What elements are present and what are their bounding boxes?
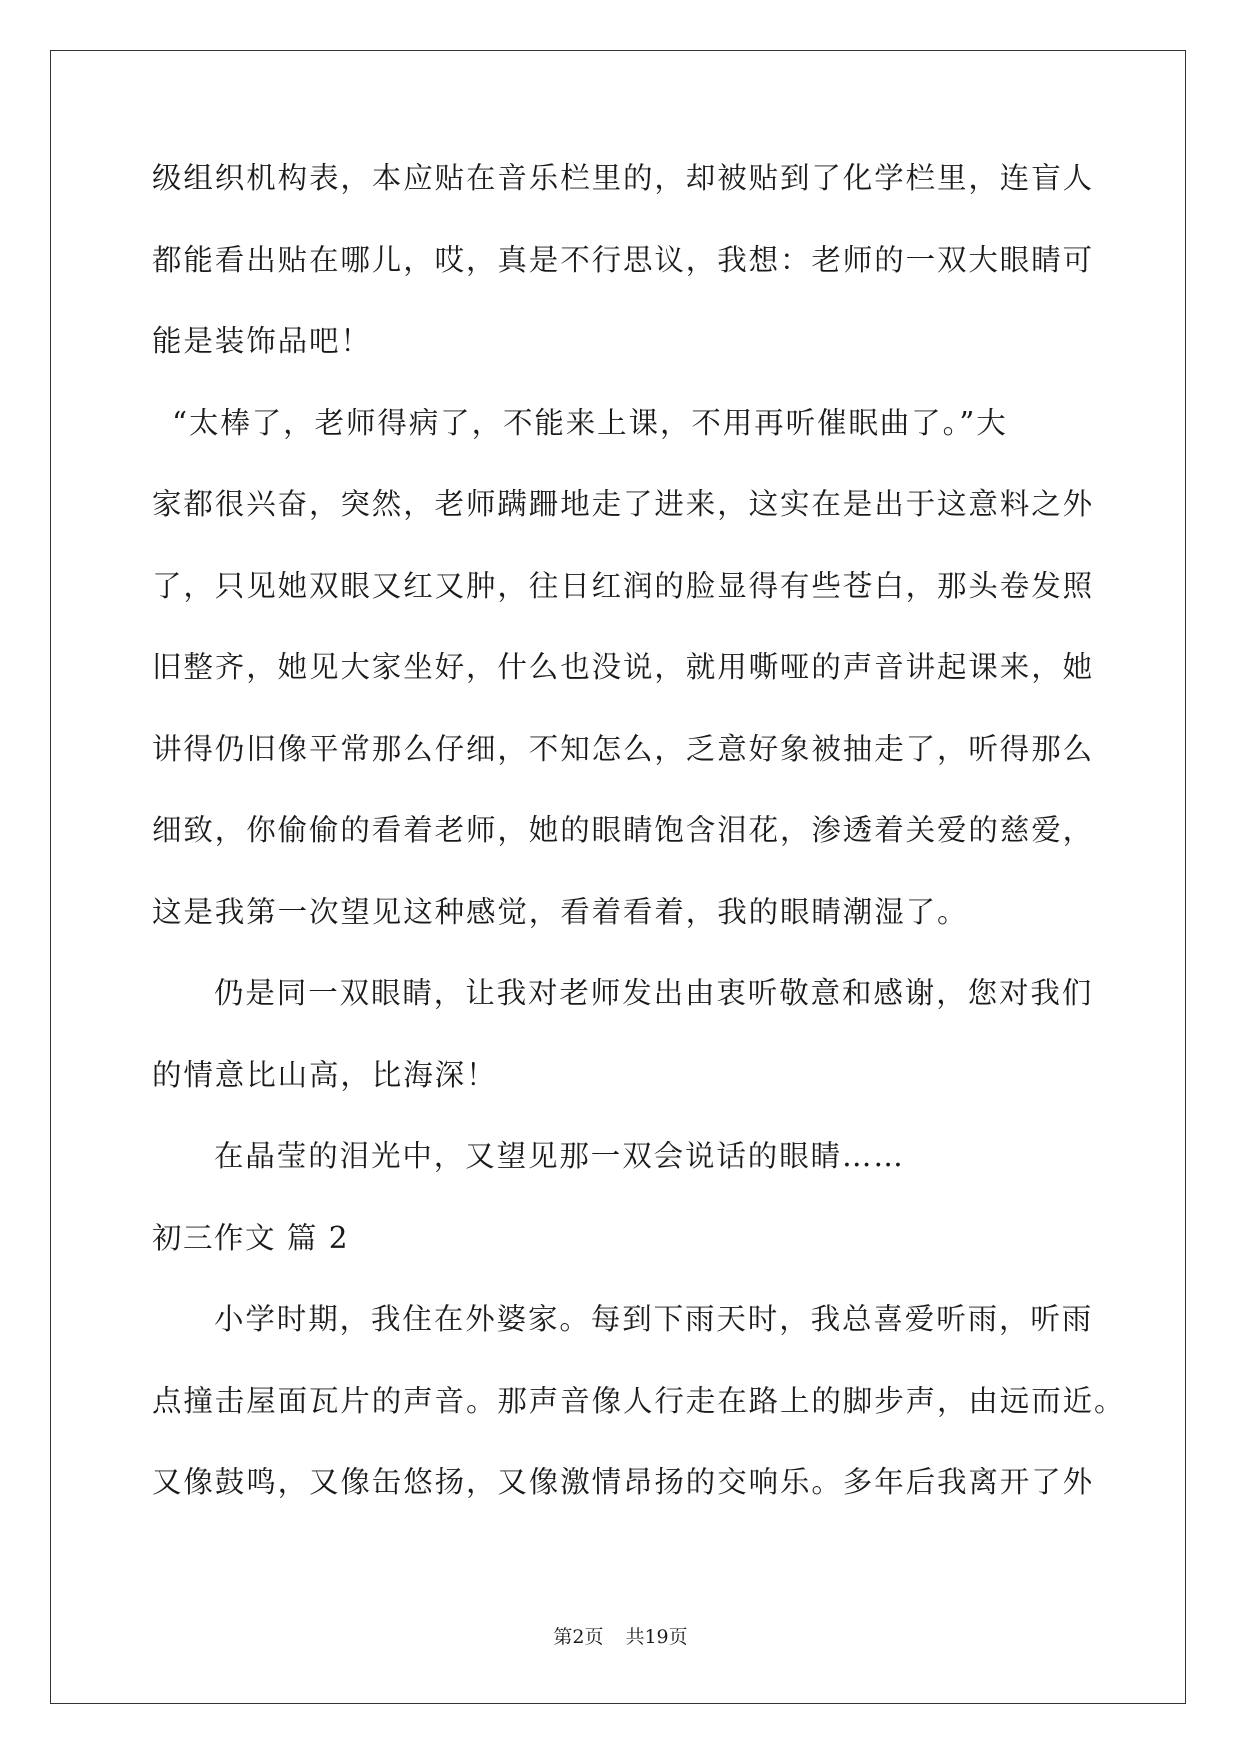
text-line: 讲得仍旧像平常那么仔细，不知怎么，乏意好象被抽走了，听得那么 xyxy=(152,731,1095,766)
text-line: 家都很兴奋，突然，老师蹒跚地走了进来，这实在是出于这意料之外 xyxy=(152,487,1095,521)
text-line: 仍是同一双眼睛，让我对老师发出由衷听敬意和感谢，您对我们 xyxy=(214,976,1094,1010)
page-number: 第2页 xyxy=(553,1626,604,1648)
text-line: 又像鼓鸣，又像缶悠扬，又像激情昂扬的交响乐。多年后我离开了外 xyxy=(152,1465,1095,1499)
text-line: 级组织机构表，本应贴在音乐栏里的，却被贴到了化学栏里，连盲人 xyxy=(152,161,1095,195)
section-heading: 初三作文 篇 2 xyxy=(152,1220,350,1255)
text-line: 这是我第一次望见这种感觉，看着看着，我的眼睛潮湿了。 xyxy=(152,894,969,929)
text-line: 了，只见她双眼又红又肿，往日红润的脸显得有些苍白，那头卷发照 xyxy=(152,568,1095,603)
text-line: 旧整齐，她见大家坐好，什么也没说，就用嘶哑的声音讲起课来，她 xyxy=(152,650,1095,684)
document-body xyxy=(152,158,1126,1544)
text-line: 的情意比山高，比海深！ xyxy=(152,1057,498,1092)
page-footer xyxy=(0,1625,1241,1649)
page-total: 共19页 xyxy=(625,1626,688,1648)
text-line: 都能看出贴在哪儿，哎，真是不行思议，我想：老师的一双大眼睛可 xyxy=(152,242,1095,277)
text-line: 能是装饰品吧！ xyxy=(152,324,372,358)
text-line: “太棒了，老师得病了，不能来上课，不用再听催眠曲了。”大 xyxy=(172,405,1008,440)
text-line: 细致，你偷偷的看着老师，她的眼睛饱含泪花，渗透着关爱的慈爱， xyxy=(152,813,1095,847)
text-line: 在晶莹的泪光中，又望见那一双会说话的眼睛…… xyxy=(214,1139,905,1173)
text-line: 点撞击屋面瓦片的声音。那声音像人行走在路上的脚步声，由远而近。 xyxy=(152,1383,1126,1418)
text-line: 小学时期，我住在外婆家。每到下雨天时，我总喜爱听雨，听雨 xyxy=(214,1302,1094,1336)
